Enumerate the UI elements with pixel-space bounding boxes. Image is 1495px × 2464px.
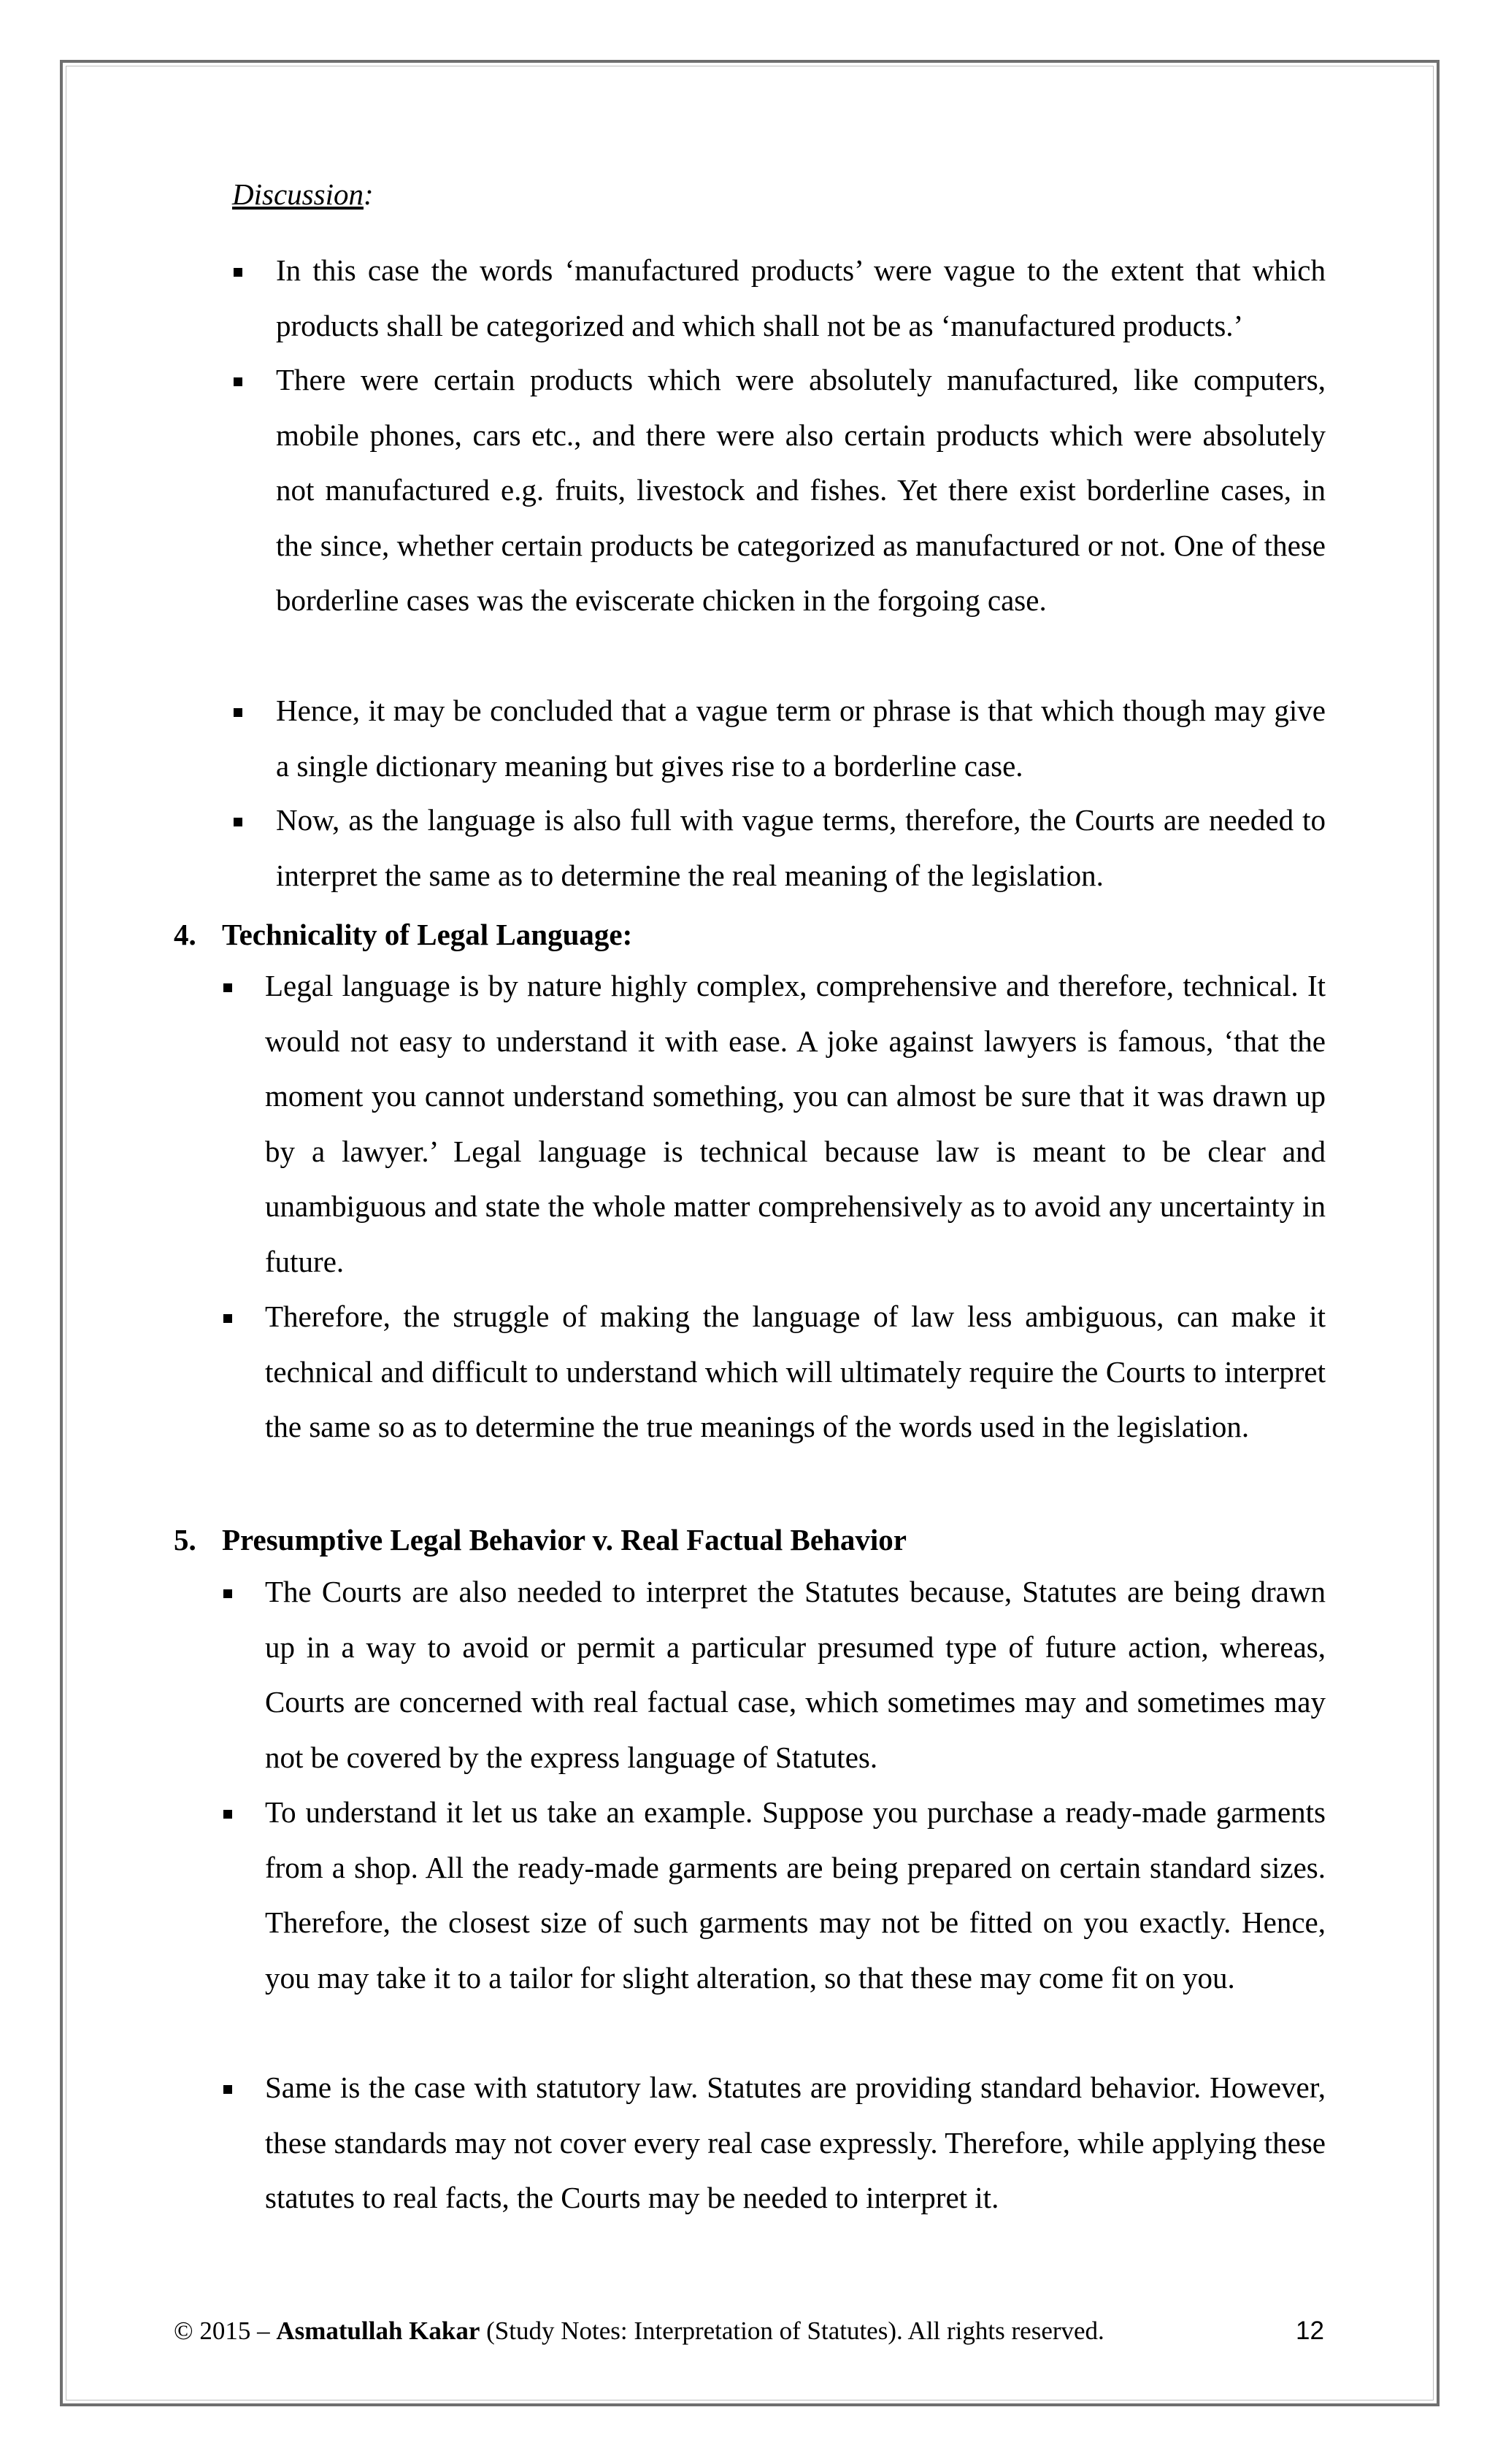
bullet-marker: [223, 2085, 232, 2094]
page-number: 12: [1296, 2317, 1324, 2345]
bullet-marker: [234, 377, 242, 386]
section-4-title: Technicality of Legal Language:: [222, 918, 633, 951]
discussion-bullet-4: Now, as the language is also full with vague terms, therefore, the Courts are needed to interpret the same as to determine the real meaning of the legislation.: [276, 803, 1326, 892]
bullet-marker: [223, 1810, 232, 1819]
section-5-title: Presumptive Legal Behavior v. Real Factual Behavior: [222, 1523, 907, 1557]
discussion-bullet-3: Hence, it may be concluded that a vague term or phrase is that which though may give a single dictionary meaning but gives rise to a borderline case.: [276, 694, 1326, 783]
footer-author: Asmatullah Kakar: [276, 2317, 480, 2345]
discussion-label: Discussion: [232, 177, 364, 211]
section-5-number: 5.: [174, 1523, 196, 1557]
bullet-marker: [234, 268, 242, 277]
section-4-heading: [174, 916, 632, 953]
section-5-bullet-2: To understand it let us take an example. Suppose you purchase a ready-made garments from a shop. All the ready-made garments are being prepared on certain standard sizes. Therefore, the closest size of such garments may not be fitted on you exactly. Hence, you may take it to a tailor for slight alteration, so that these may come fit on you.: [265, 1795, 1326, 1995]
section-4-bullet-2: Therefore, the struggle of making the language of law less ambiguous, can make it technical and difficult to understand which will ultimately require the Courts to interpret the same so as to determine the true meanings of the words used in the legislation.: [265, 1300, 1326, 1443]
section-5-bullet-3: Same is the case with statutory law. Statutes are providing standard behavior. However, these standards may not cover every real case expressly. Therefore, while applying these statutes to real facts, the Courts may be needed to interpret it.: [265, 2070, 1326, 2214]
bullet-marker: [223, 1314, 232, 1323]
section-4-bullet-1: Legal language is by nature highly complex, comprehensive and therefore, technical. It would not easy to understand it with ease. A joke against lawyers is famous, ‘that the moment you cannot understand something, you can almost be sure that it was drawn up by a lawyer.’ Legal language is technical because law is meant to be clear and unambiguous and state the whole matter comprehensively as to avoid any uncertainty in future.: [265, 969, 1326, 1278]
bullet-marker: [234, 708, 242, 717]
discussion-colon: :: [363, 177, 374, 211]
footer: [174, 2314, 1325, 2348]
section-5-heading: [174, 1521, 907, 1559]
discussion-bullet-1: In this case the words ‘manufactured products’ were vague to the extent that which products shall be categorized and which shall not be as ‘manufactured products.’: [276, 253, 1326, 342]
discussion-bullet-2: There were certain products which were absolutely manufactured, like computers, mobile phones, cars etc., and there were also certain products which were absolutely not manufactured e.g. fruits, livestock and fishes. Yet there exist borderline cases, in the since, whether certain products be categorized as manufactured or not. One of these borderline cases was the eviscerate chicken in the forgoing case.: [276, 363, 1326, 617]
section-4-number: 4.: [174, 918, 196, 951]
bullet-marker: [223, 1589, 232, 1598]
section-5-bullet-1: The Courts are also needed to interpret the Statutes because, Statutes are being drawn up in a way to avoid or permit a particular presumed type of future action, whereas, Courts are concerned with real factual case, which sometimes may and sometimes may not be covered by the express language of Statutes.: [265, 1575, 1326, 1774]
footer-rights: (Study Notes: Interpretation of Statutes). All rights reserved.: [486, 2317, 1104, 2345]
footer-copyright: © 2015 –: [174, 2317, 270, 2345]
discussion-heading: [232, 175, 374, 213]
bullet-marker: [223, 983, 232, 992]
bullet-marker: [234, 818, 242, 826]
